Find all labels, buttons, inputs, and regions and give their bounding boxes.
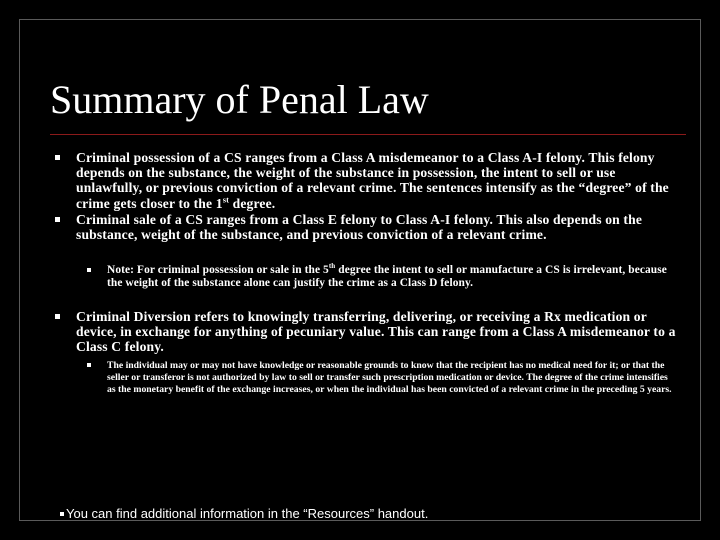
footer-text: You can find additional information in the “Resources” handout. bbox=[66, 506, 429, 521]
square-bullet-icon bbox=[55, 314, 60, 319]
slide-title: Summary of Penal Law bbox=[50, 77, 429, 122]
bullet-text: Criminal sale of a CS ranges from a Class E felony to Class A-I felony. This also depends on the substance, weight of the substance, and previous conviction of a relevant crime. bbox=[76, 212, 643, 243]
sub-bullet-text: The individual may or may not have knowledge or reasonable grounds to know that the recipient has no medical need for it; or that the seller or transferor is not authorized by law to sell or transfer such prescription medication or device. The degree of the crime intensifies as the monetary benefit of the exchange increases, or when the individual has been convicted of a relevant crime in the preceding 5 years. bbox=[107, 360, 672, 396]
square-bullet-icon bbox=[55, 155, 60, 160]
bullet-diversion bbox=[76, 309, 684, 355]
square-bullet-icon bbox=[87, 363, 91, 367]
bullet-sale bbox=[76, 212, 684, 242]
bullet-possession bbox=[76, 150, 684, 211]
sub-bullet-text-end: degree the intent to sell or manufacture a CS is irrelevant, because the weight of the substance alone can justify the crime as a Class D felony. bbox=[107, 264, 667, 289]
superscript: st bbox=[222, 194, 230, 205]
square-bullet-icon bbox=[55, 217, 60, 222]
square-bullet-icon bbox=[87, 268, 91, 272]
bullet-text: Criminal Diversion refers to knowingly transferring, delivering, or receiving a Rx medication or device, in exchange for anything of pecuniary value. This can range from a Class A misdemeanor to a Class C felony. bbox=[76, 309, 676, 355]
square-bullet-icon bbox=[60, 512, 64, 516]
bullet-text-end: degree. bbox=[229, 195, 276, 211]
sub-bullet-knowledge bbox=[107, 360, 672, 397]
bullet-text: Criminal possession of a CS ranges from a Class A misdemeanor to a Class A-I felony. This felony depends on the substance, the weight of the substance in possession, the intent to sell or use unlawfully, or previous conviction of a relevant crime. The sentences intensify as the “degree” of the crime gets closer to the 1 bbox=[76, 150, 669, 211]
sub-bullet-text: Note: For criminal possession or sale in the 5 bbox=[107, 264, 329, 276]
sub-bullet-note bbox=[107, 264, 675, 290]
footer-note bbox=[60, 506, 428, 522]
superscript: th bbox=[328, 262, 336, 271]
title-divider bbox=[50, 134, 686, 135]
